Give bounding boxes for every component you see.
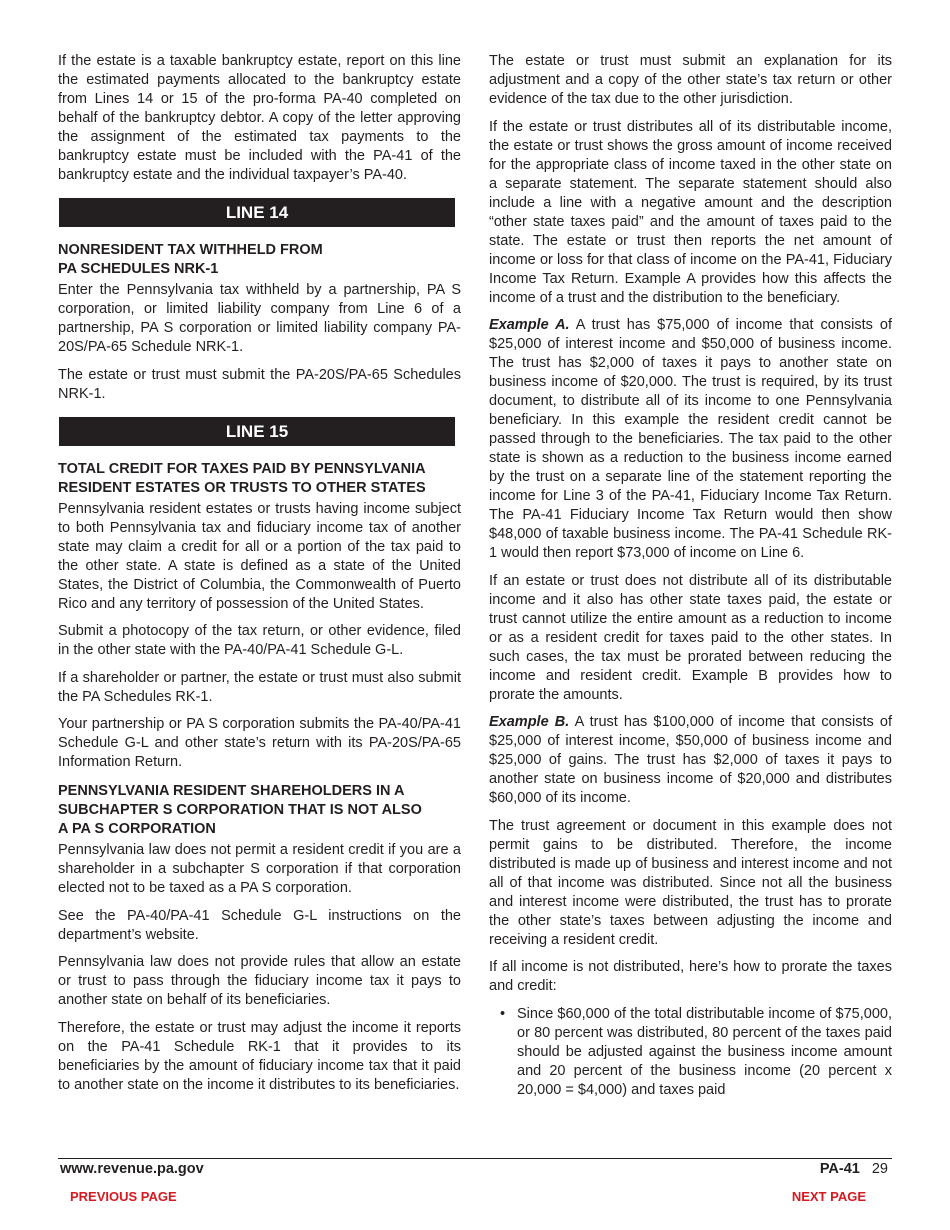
list-item: • Since $60,000 of the total distributable income of $75,000, or 80 percent was distributed, 80 percent of the taxes paid should be adjusted against the business income amount and 20 percent of the business income (20 percent x 20,000 = $4,000) and taxes paid (517, 1005, 892, 1100)
shareholders-subhead (58, 782, 461, 839)
line-14-subhead (58, 241, 461, 279)
shareholders-subhead-line-3: A PA S CORPORATION (58, 821, 216, 837)
footer-divider (58, 1158, 892, 1159)
trust-agreement-paragraph: The trust agreement or document in this example does not permit gains to be distributed. Therefore, the income distributed is made up of business and interest income and not all of that income was distributed. Since not all the business and interest income were distributed, the trust has to prorate the other state’s taxes between adjusting the income and receiving a resident credit. (489, 817, 892, 948)
footer-form-name: PA-41 (819, 1161, 860, 1177)
explanation-paragraph: The estate or trust must submit an explanation for its adjustment and a copy of the other state’s tax return or other evidence of the tax due to the other jurisdiction. (489, 53, 892, 107)
footer-website[interactable]: www.revenue.pa.gov (60, 1161, 204, 1177)
next-page-link[interactable]: NEXT PAGE (791, 1189, 866, 1204)
line-15-paragraph-2: Submit a photocopy of the tax return, or other evidence, filed in the other state with the PA-40/PA-41 Schedule G-L. (58, 623, 461, 658)
right-column (489, 52, 892, 1100)
example-b-paragraph (489, 713, 892, 808)
example-a-paragraph (489, 316, 892, 563)
line-15-paragraph-4: Your partnership or PA S corporation submits the PA-40/PA-41 Schedule G-L and other state’s return with its PA-20S/PA-65 Information Return. (58, 716, 461, 770)
footer-page-number: 29 (871, 1161, 888, 1177)
line-14-subhead-line-1: NONRESIDENT TAX WITHHELD FROM (58, 242, 323, 258)
left-column (58, 52, 461, 1103)
example-b-label: Example B. (489, 714, 570, 730)
previous-page-link[interactable]: PREVIOUS PAGE (70, 1189, 177, 1204)
example-a-label: Example A. (489, 317, 570, 333)
line-14-paragraph-1: Enter the Pennsylvania tax withheld by a partnership, PA S corporation, or limited liability company from Line 6 of a partnership, PA S corporation or limited liability company PA-20S/PA-65 Schedule NRK-1. (58, 282, 461, 355)
line-14-heading: LINE 14 (59, 198, 455, 227)
distribution-paragraph: If the estate or trust distributes all of its distributable income, the estate or trust shows the gross amount of income received for the appropriate class of income taxed in the other state on a separate statement. The separate statement should also include a line with a negative amount and the description “other state taxes paid” and the amount of taxes paid to the state. The estate or trust then reports the net amount of income or loss for that class of income on the PA-41, Fiduciary Income Tax Return. Example A provides how this affects the income of a trust and the distribution to the beneficiary. (489, 118, 892, 306)
shareholders-subhead-line-2: SUBCHAPTER S CORPORATION THAT IS NOT ALSO (58, 802, 422, 818)
prorate-intro-paragraph: If all income is not distributed, here’s how to prorate the taxes and credit: (489, 959, 892, 994)
proration-paragraph: If an estate or trust does not distribute all of its distributable income and it also has other state taxes paid, the estate or trust cannot utilize the entire amount as a reduction to income or as a resident credit for taxes paid to the other states. In such cases, the tax must be prorated between reducing the income and resident credit. Example B provides how to prorate the amounts. (489, 572, 892, 703)
line-14-paragraph-2: The estate or trust must submit the PA-20S/PA-65 Schedules NRK-1. (58, 366, 461, 402)
example-b-text: A trust has $100,000 of income that consists of $25,000 of interest income, $50,000 of business income and $25,000 of gains. The trust has $2,000 of taxes it pays to another state on business income of $20,000 and distributes $60,000 of its income. (489, 714, 892, 806)
shareholders-paragraph-3: Pennsylvania law does not provide rules that allow an estate or trust to pass through the fiduciary income tax it pays to another state on behalf of its beneficiaries. (58, 954, 461, 1008)
line-15-heading: LINE 15 (59, 417, 455, 446)
bankruptcy-paragraph: If the estate is a taxable bankruptcy estate, report on this line the estimated payments allocated to the bankruptcy estate from Lines 14 or 15 of the pro-forma PA-40 completed on behalf of the bankruptcy debtor. A copy of the letter approving the assignment of the estimated tax payments to the bankruptcy estate must be included with the PA-41 of the bankruptcy estate and the individual taxpayer’s PA-40. (58, 53, 461, 183)
line-15-subhead-line-1: TOTAL CREDIT FOR TAXES PAID BY PENNSYLVANIA (58, 460, 426, 477)
line-15-paragraph-1: Pennsylvania resident estates or trusts having income subject to both Pennsylvania tax and fiduciary income tax of another state may claim a credit for all or a portion of the tax paid to the other state. A state is defined as a state of the United States, the District of Columbia, the Commonwealth of Puerto Rico and any territory of possession of the United States. (58, 500, 461, 612)
line-14-subhead-line-2: PA SCHEDULES NRK-1 (58, 261, 219, 277)
line-15-subhead-line-2: RESIDENT ESTATES OR TRUSTS TO OTHER STATES (58, 479, 426, 496)
prorate-bullet-list (489, 1005, 892, 1100)
shareholders-paragraph-2: See the PA-40/PA-41 Schedule G-L instructions on the department’s website. (58, 907, 461, 943)
line-15-subhead (58, 460, 461, 498)
footer-page-info (820, 1161, 888, 1177)
line-15-paragraph-3: If a shareholder or partner, the estate or trust must also submit the PA Schedules RK-1. (58, 669, 461, 705)
example-a-text: A trust has $75,000 of income that consists of $25,000 of interest income and $50,000 of business income. The trust has $2,000 of taxes it pays to another state on business income of $20,000. The trust is required, by its trust document, to distribute all of its income to one Pennsylvania beneficiary. In this example the resident credit cannot be passed through to the beneficiaries. The tax paid to the other state is shown as a reduction to the business income earned by the trust on a separate line of the statement reporting the income for Line 3 of the PA-41, Fiduciary Income Tax Return. The PA-41 Fiduciary Income Tax Return would then show $48,000 of taxable business income. The PA-41 Schedule RK-1 would then report $73,000 of income on Line 6. (489, 317, 892, 561)
shareholders-subhead-line-1: PENNSYLVANIA RESIDENT SHAREHOLDERS IN A (58, 783, 405, 799)
shareholders-paragraph-4: Therefore, the estate or trust may adjust the income it reports on the PA-41 Schedule RK-1 that it provides to its beneficiaries by the amount of fiduciary income tax that it paid to another state on the income it distributes to its beneficiaries. (58, 1019, 461, 1093)
shareholders-paragraph-1: Pennsylvania law does not permit a resident credit if you are a shareholder in a subchapter S corporation if that corporation elected not to be taxed as a PA S corporation. (58, 842, 461, 896)
